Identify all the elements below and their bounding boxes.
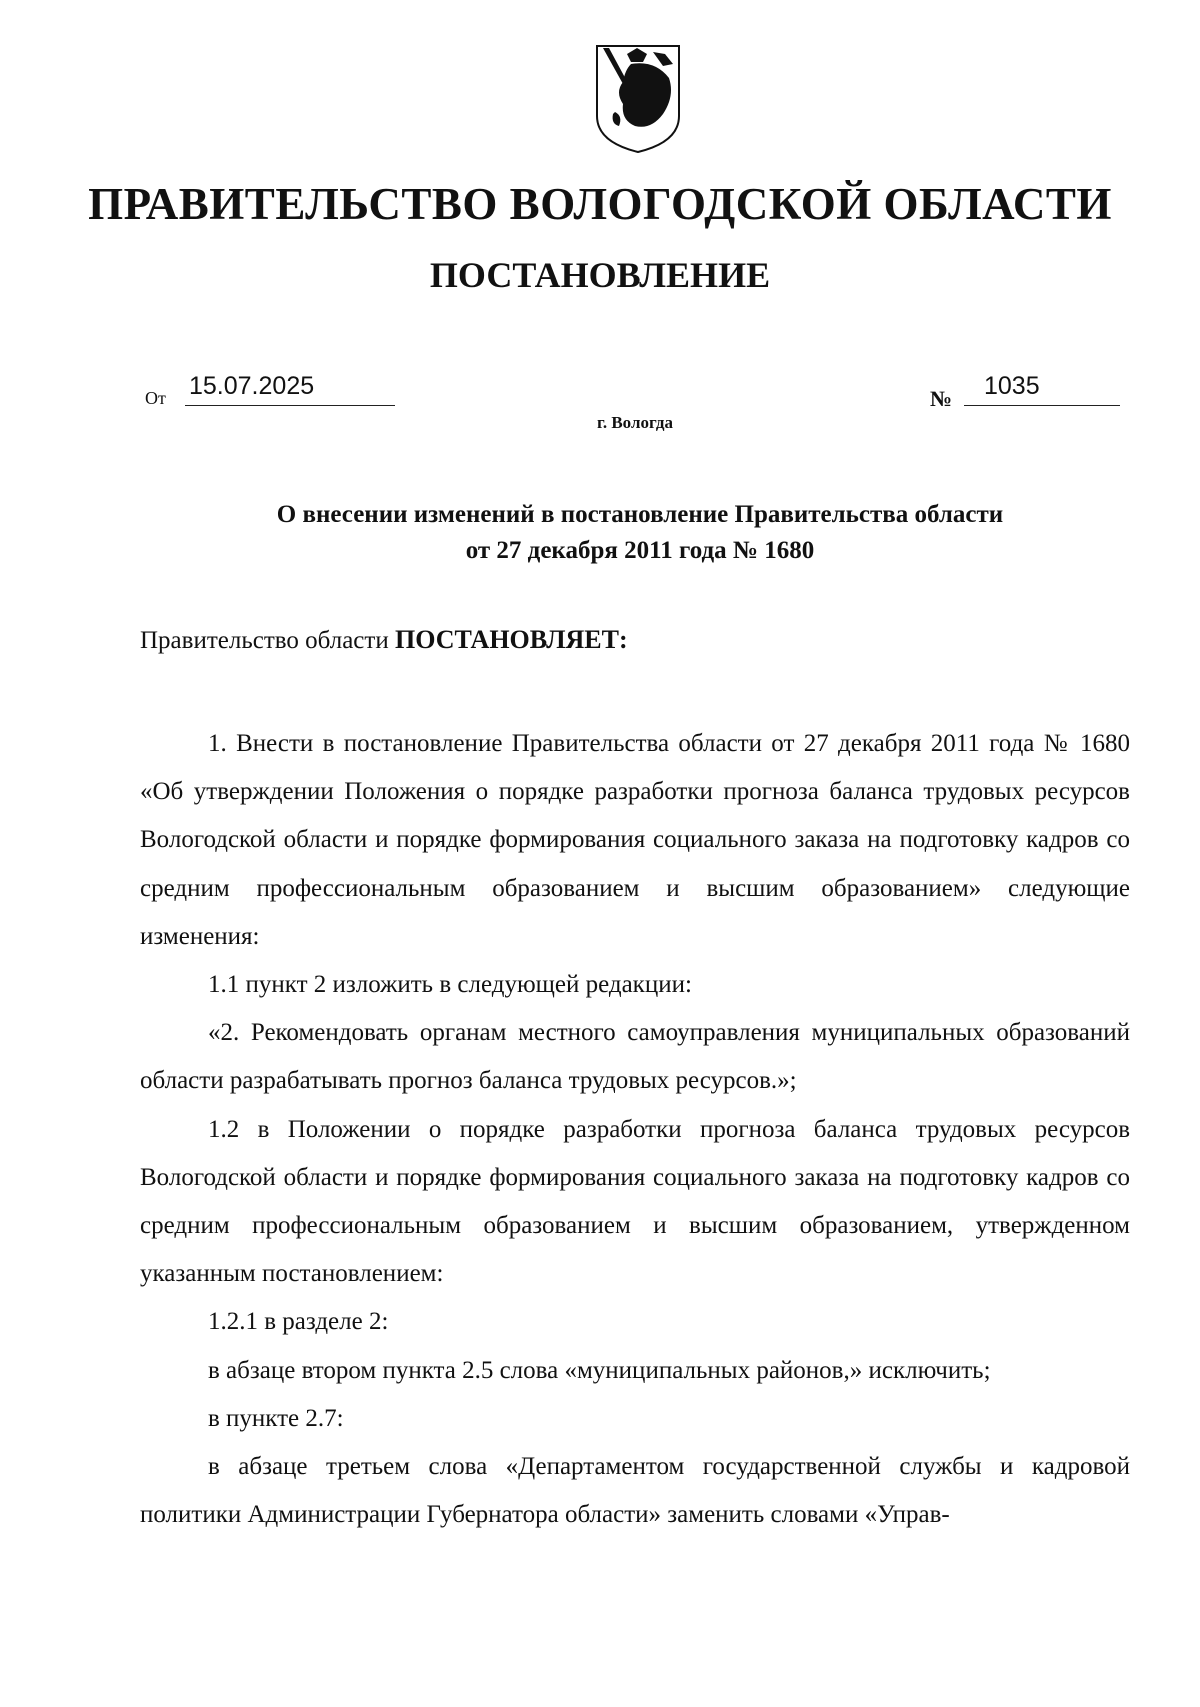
vologda-coat-of-arms-icon: [593, 42, 683, 156]
document-date: 15.07.2025: [185, 370, 395, 406]
decree-verb: ПОСТАНОВЛЯЕТ:: [394, 625, 628, 654]
city-label: г. Вологда: [597, 413, 673, 432]
date-prefix: От: [145, 388, 166, 408]
body-text: [140, 720, 1130, 1539]
organization-title: ПРАВИТЕЛЬСТВО ВОЛОГОДСКОЙ ОБЛАСТИ: [88, 179, 1112, 229]
paragraph: 1.2 в Положении о порядке разработки прогноза баланса трудовых ресурсов Вологодской области и порядке формирования социального заказа на подготовку кадров со средним профессиональным образованием и высшим образованием, утвержденном указанным постановлением:: [140, 1115, 1130, 1288]
paragraph: «2. Рекомендовать органам местного самоуправления муниципальных образований области разрабатывать прогноз баланса трудовых ресурсов.»;: [140, 1019, 1130, 1095]
document-type: ПОСТАНОВЛЕНИЕ: [429, 255, 771, 295]
decree-lead: Правительство области: [140, 627, 389, 654]
paragraph: в абзаце втором пункта 2.5 слова «муниципальных районов,» исключить;: [208, 1356, 991, 1384]
subject-line: от 27 декабря 2011 года № 1680: [465, 537, 815, 564]
document-number: 1035: [964, 370, 1120, 406]
document-subject: [140, 497, 1140, 569]
paragraph: 1.2.1 в разделе 2:: [208, 1308, 389, 1336]
paragraph: 1.1 пункт 2 изложить в следующей редакции:: [208, 971, 692, 999]
decree-line: [140, 625, 628, 655]
paragraph: в пункте 2.7:: [208, 1404, 344, 1432]
paragraph: 1. Внести в постановление Правительства области от 27 декабря 2011 года № 1680 «Об утверждении Положения о порядке разработки прогноза баланса трудовых ресурсов Вологодской области и порядке формирования социального заказа на подготовку кадров со средним профессиональным образованием и высшим образованием» следующие изменения:: [140, 730, 1130, 950]
number-prefix: №: [930, 386, 953, 411]
paragraph: в абзаце третьем слова «Департаментом государственной службы и кадровой политики Администрации Губернатора области» заменить словами «Управ-: [140, 1453, 1130, 1529]
subject-line: О внесении изменений в постановление Правительства области: [276, 501, 1004, 528]
